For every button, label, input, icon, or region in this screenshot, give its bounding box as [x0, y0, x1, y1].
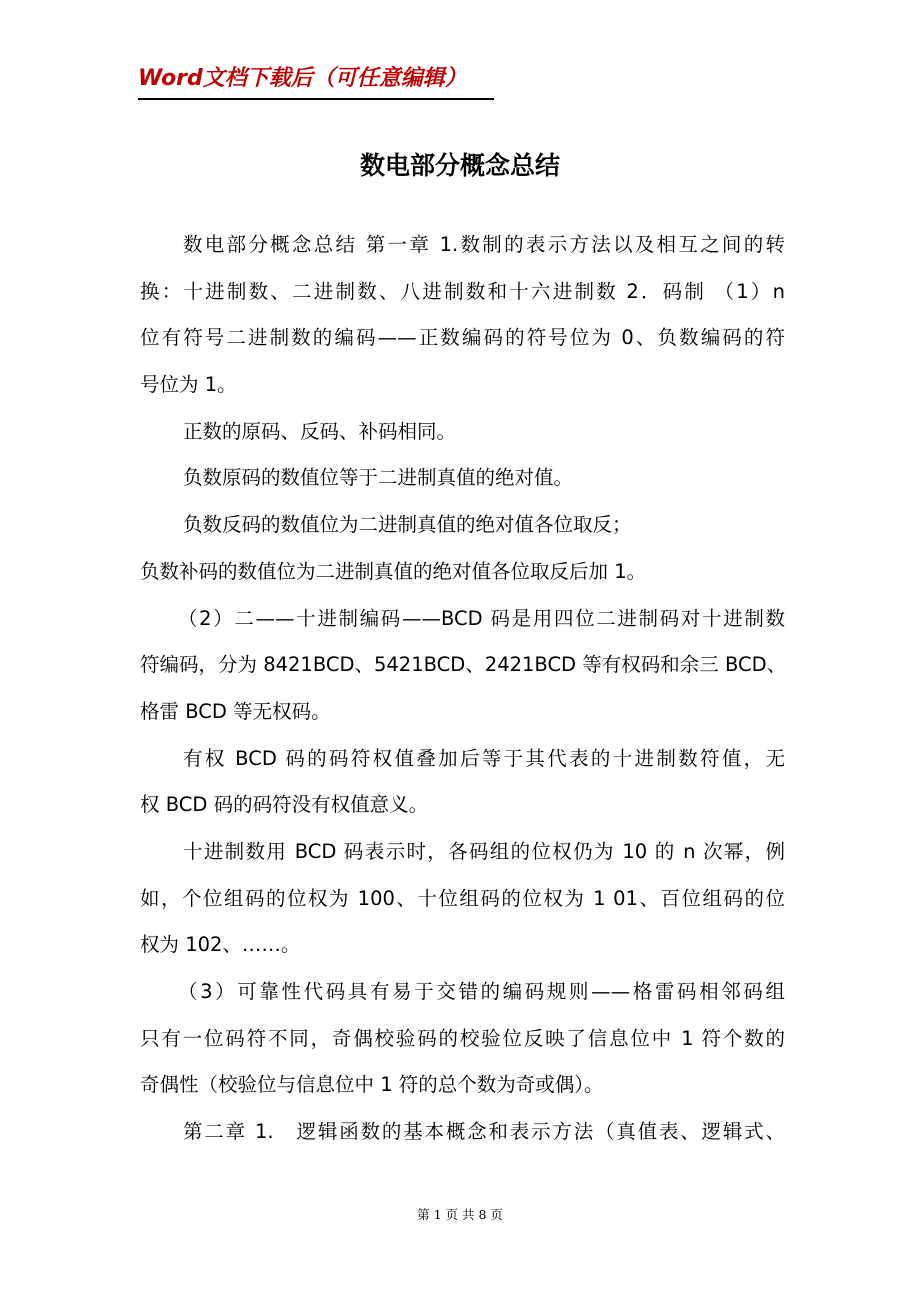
text-line: （3）可靠性代码具有易于交错的编码规则——格雷码相邻码组 — [178, 980, 785, 1003]
text-line: 数电部分概念总结 第一章 1.数制的表示方法以及相互之间的转 — [183, 233, 785, 256]
page-number: 第 1 页 共 8 页 — [417, 1207, 503, 1222]
text-line: 符编码，分为 8421BCD、5421BCD、2421BCD 等有权码和余三 BCD、 — [140, 653, 787, 677]
text-line: 负数原码的数值位等于二进制真值的绝对值。 — [183, 466, 574, 490]
text-line: 位有符号二进制数的编码——正数编码的符号位为 0、负数编码的符 — [140, 326, 785, 350]
text-line: 奇偶性（校验位与信息位中 1 符的总个数为奇或偶）。 — [140, 1073, 604, 1097]
text-line: 如，个位组码的位权为 100、十位组码的位权为 1 01、百位组码的位 — [140, 886, 785, 910]
text-line: （2）二——十进制编码——BCD 码是用四位二进制码对十进制数 — [178, 606, 785, 630]
text-line: 格雷 BCD 等无权码。 — [140, 699, 331, 723]
header-text: Word文档下载后（可任意编辑） — [138, 66, 467, 91]
document-body — [140, 222, 785, 1156]
text-line: 换：十进制数、二进制数、八进制数和十六进制数 2．码制 （1）n — [140, 279, 785, 303]
document-title: 数电部分概念总结 — [359, 151, 560, 180]
text-line: 权 BCD 码的码符没有权值意义。 — [140, 793, 429, 817]
text-line: 正数的原码、反码、补码相同。 — [183, 419, 457, 443]
text-line: 负数反码的数值位为二进制真值的绝对值各位取反； — [183, 513, 632, 537]
text-line: 十进制数用 BCD 码表示时，各码组的位权仍为 10 的 n 次幂，例 — [183, 839, 785, 863]
text-line: 只有一位码符不同，奇偶校验码的校验位反映了信息位中 1 符个数的 — [140, 1026, 785, 1050]
text-line: 号位为 1。 — [140, 373, 237, 397]
text-line: 第二章 1. 逻辑函数的基本概念和表示方法（真值表、逻辑式、 — [183, 1120, 785, 1144]
text-line: 负数补码的数值位为二进制真值的绝对值各位取反后加 1。 — [140, 559, 647, 583]
download-header — [138, 64, 494, 100]
text-line: 有权 BCD 码的码符权值叠加后等于其代表的十进制数符值，无 — [183, 746, 785, 770]
text-line: 权为 102、……。 — [140, 933, 301, 957]
